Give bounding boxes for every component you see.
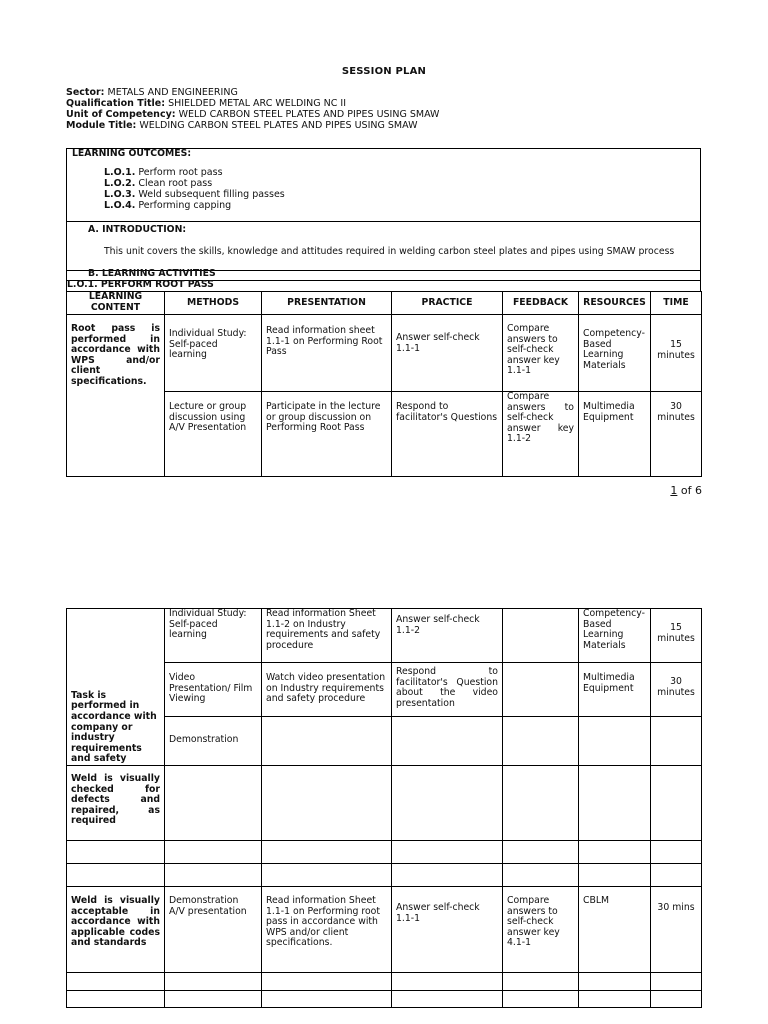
presentation-cell: Read information Sheet 1.1-2 on Industry requirements and safety procedure: [262, 609, 392, 663]
lo-item: L.O.2. Clean root pass: [104, 178, 213, 189]
sector-line: [66, 87, 238, 98]
time-cell: 15 minutes: [651, 315, 702, 392]
practice-cell: Answer self-check 1.1-1: [392, 315, 503, 392]
col-learning-content: LEARNING CONTENT: [67, 292, 165, 315]
feedback-cell: Compare answers to self-check answer key 1.1-2: [503, 392, 579, 477]
col-presentation: PRESENTATION: [262, 292, 392, 315]
methods-cell: Lecture or group discussion using A/V Presentation: [165, 392, 262, 477]
time-cell: [651, 973, 702, 991]
learning-content-cell: [67, 841, 165, 864]
methods-cell: [165, 864, 262, 887]
feedback-cell: [503, 841, 579, 864]
practice-cell: Respond to facilitator's Questions: [392, 392, 503, 477]
presentation-cell: [262, 717, 392, 766]
practice-cell: [392, 973, 503, 991]
resources-cell: Competency-Based Learning Materials: [579, 315, 651, 392]
time-cell: [651, 864, 702, 887]
feedback-cell: [503, 663, 579, 717]
resources-cell: Multimedia Equipment: [579, 663, 651, 717]
feedback-cell: Compare answers to self-check answer key 1.1-1: [503, 315, 579, 392]
col-time: TIME: [651, 292, 702, 315]
page-number-current: 1: [670, 484, 678, 497]
methods-cell: Individual Study: Self-paced learning: [165, 609, 262, 663]
time-cell: [651, 766, 702, 841]
learning-activities-heading: B. LEARNING ACTIVITIES: [88, 268, 216, 279]
lo-item: L.O.4. Performing capping: [104, 200, 232, 211]
methods-cell: [165, 766, 262, 841]
resources-cell: Competency-Based Learning Materials: [579, 609, 651, 663]
table-row: [67, 973, 702, 991]
presentation-cell: Read information sheet 1.1-1 on Performing Root Pass: [262, 315, 392, 392]
practice-cell: [392, 864, 503, 887]
time-cell: [651, 991, 702, 1008]
presentation-cell: [262, 766, 392, 841]
resources-cell: [579, 841, 651, 864]
feedback-cell: [503, 766, 579, 841]
qualification-line: [66, 98, 346, 109]
time-cell: 30 minutes: [651, 392, 702, 477]
methods-cell: [165, 841, 262, 864]
lo1-heading: L.O.1. PERFORM ROOT PASS: [67, 279, 214, 290]
page-number: [670, 484, 702, 497]
practice-cell: Answer self-check 1.1-2: [392, 609, 503, 663]
table-row: [67, 991, 702, 1008]
sector-value: METALS AND ENGINEERING: [107, 87, 238, 98]
qualification-label: Qualification Title:: [66, 98, 166, 109]
feedback-cell: [503, 864, 579, 887]
practice-cell: [392, 717, 503, 766]
col-practice: PRACTICE: [392, 292, 503, 315]
learning-content-cell: [67, 973, 165, 991]
activities-table-page2: [66, 608, 702, 1008]
learning-content-cell: Weld is visually checked for defects and repaired, as required: [67, 766, 165, 841]
table-row: [67, 609, 702, 663]
resources-cell: [579, 717, 651, 766]
methods-cell: [165, 973, 262, 991]
module-line: [66, 120, 417, 131]
methods-cell: Video Presentation/ Film Viewing: [165, 663, 262, 717]
resources-cell: Multimedia Equipment: [579, 392, 651, 477]
methods-cell: Demonstration: [165, 717, 262, 766]
introduction-heading: A. INTRODUCTION:: [88, 224, 187, 235]
unit-value: WELD CARBON STEEL PLATES AND PIPES USING SMAW: [178, 109, 440, 120]
table-header-row: [67, 292, 702, 315]
presentation-cell: [262, 841, 392, 864]
learning-content-cell: Root pass is performed in accordance with WPS and/or client specifications.: [67, 315, 165, 477]
resources-cell: CBLM: [579, 887, 651, 973]
qualification-value: SHIELDED METAL ARC WELDING NC II: [168, 98, 346, 109]
page-title: SESSION PLAN: [341, 66, 427, 77]
activities-table-page1: [66, 291, 702, 477]
module-label: Module Title:: [66, 120, 137, 131]
presentation-cell: Participate in the lecture or group discussion on Performing Root Pass: [262, 392, 392, 477]
time-cell: [651, 841, 702, 864]
learning-outcomes-heading: LEARNING OUTCOMES:: [72, 148, 192, 159]
resources-cell: [579, 991, 651, 1008]
introduction-text: This unit covers the skills, knowledge and attitudes required in welding carbon steel plates and pipes using SMAW process: [104, 246, 675, 257]
practice-cell: [392, 841, 503, 864]
time-cell: 15 minutes: [651, 609, 702, 663]
learning-content-cell: [67, 991, 165, 1008]
table-row: [67, 887, 702, 973]
feedback-cell: [503, 609, 579, 663]
table-row: [67, 766, 702, 841]
page-number-total: of 6: [677, 484, 702, 497]
learning-outcomes-list: [104, 167, 285, 211]
methods-cell: Individual Study: Self-paced learning: [165, 315, 262, 392]
table-row: [67, 864, 702, 887]
col-feedback: FEEDBACK: [503, 292, 579, 315]
col-resources: RESOURCES: [579, 292, 651, 315]
resources-cell: [579, 864, 651, 887]
feedback-cell: [503, 991, 579, 1008]
module-value: WELDING CARBON STEEL PLATES AND PIPES USING SMAW: [139, 120, 418, 131]
learning-content-cell: Weld is visually acceptable in accordance with applicable codes and standards: [67, 887, 165, 973]
feedback-cell: [503, 717, 579, 766]
presentation-cell: [262, 864, 392, 887]
time-cell: 30 minutes: [651, 663, 702, 717]
practice-cell: [392, 991, 503, 1008]
learning-content-cell: [67, 864, 165, 887]
practice-cell: Answer self-check 1.1-1: [392, 887, 503, 973]
table-row: [67, 841, 702, 864]
learning-content-cell: Task is performed in accordance with company or industry requirements and safety: [67, 609, 165, 766]
lo-item: L.O.1. Perform root pass: [104, 167, 223, 178]
time-cell: 30 mins: [651, 887, 702, 973]
presentation-cell: Watch video presentation on Industry requirements and safety procedure: [262, 663, 392, 717]
presentation-cell: [262, 991, 392, 1008]
sector-label: Sector:: [66, 87, 105, 98]
feedback-cell: [503, 973, 579, 991]
unit-line: [66, 109, 439, 120]
presentation-cell: [262, 973, 392, 991]
practice-cell: Respond to facilitator's Question about the video presentation: [392, 663, 503, 717]
col-methods: METHODS: [165, 292, 262, 315]
feedback-cell: Compare answers to self-check answer key 4.1-1: [503, 887, 579, 973]
resources-cell: [579, 766, 651, 841]
practice-cell: [392, 766, 503, 841]
lo-item: L.O.3. Weld subsequent filling passes: [104, 189, 285, 200]
methods-cell: Demonstration A/V presentation: [165, 887, 262, 973]
table-row: [67, 315, 702, 392]
unit-label: Unit of Competency:: [66, 109, 176, 120]
time-cell: [651, 717, 702, 766]
presentation-cell: Read information Sheet 1.1-1 on Performing root pass in accordance with WPS and/or client specifications.: [262, 887, 392, 973]
resources-cell: [579, 973, 651, 991]
methods-cell: [165, 991, 262, 1008]
